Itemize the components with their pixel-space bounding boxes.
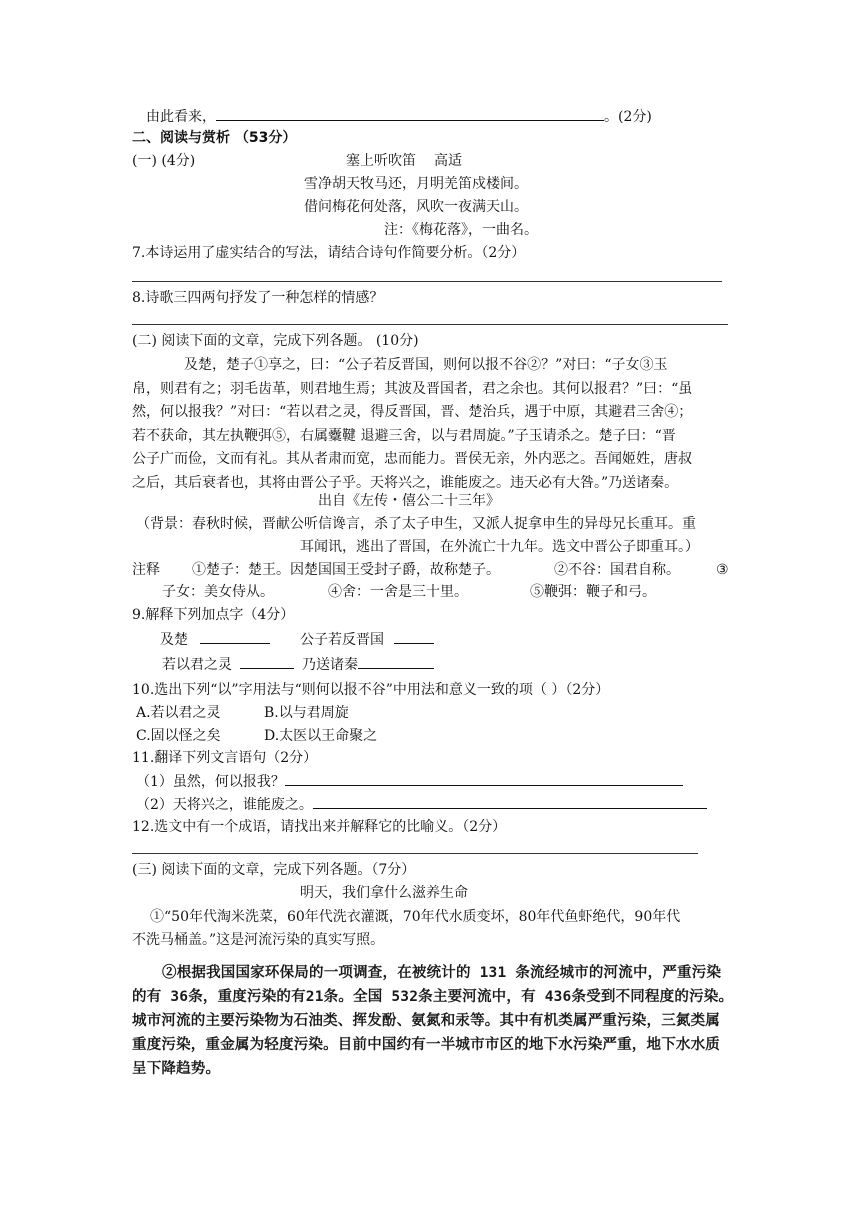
answer-line-q8[interactable] (132, 324, 728, 325)
question-12: 12.选文中有一个成语，请找出来并解释它的比喻义。（2分） (132, 819, 507, 835)
scanned-paragraph-2 (132, 961, 732, 1081)
q9-item: 若以君之灵 (162, 657, 232, 673)
passage-line: 及楚，楚子①享之，曰：“公子若反晋国，则何以报不谷②？”对曰：“子女③玉 (184, 357, 668, 373)
q9-item-4-row (302, 654, 434, 675)
scanned-line: 的有 36条，重度污染的有21条。全国 532条主要河流中，有 436条受到不同程度的污染。 (132, 989, 734, 1005)
answer-blank[interactable] (240, 654, 294, 669)
paragraph-1-line-1: ①“50年代淘米洗菜，60年代洗衣灌溉，70年代水质变坏，80年代鱼虾绝代，90年代 (150, 909, 681, 925)
q9-item-2-row (300, 629, 434, 650)
passage-line: 公子广而俭，文而有礼。其从者肃而宽，忠而能力。晋侯无亲，外内恶之。吾闻姬姓，唐叔 (132, 451, 692, 467)
section-heading: 二、阅读与赏析 （53分） (132, 130, 297, 146)
poem-author: 高适 (434, 153, 462, 169)
q9-item: 公子若反晋国 (300, 632, 384, 648)
article-title: 明天，我们拿什么滋养生命 (300, 885, 468, 901)
background-line-1: （背景：春秋时候，晋献公听信谗言，杀了太子申生，又派人捉拿申生的异母兄长重耳。重 (136, 516, 696, 532)
q10-option-b[interactable]: B.以与君周旋 (264, 705, 349, 721)
answer-blank[interactable] (394, 629, 434, 644)
passage-line: 帛，则君有之；羽毛齿革，则君地生焉；其波及晋国者，君之余也。其何以报君？”曰：“虽 (132, 380, 693, 397)
q9-item-3-row (162, 654, 294, 675)
note-3: 子女：美女侍从。 (162, 584, 274, 600)
answer-blank[interactable] (358, 654, 434, 669)
poem-title: 塞上听吹笛 (346, 153, 416, 169)
answer-blank[interactable] (313, 794, 707, 809)
classical-passage (132, 354, 728, 495)
conclusion-line (146, 106, 652, 127)
answer-blank[interactable] (200, 629, 270, 644)
part1-label: (一) (4分) (132, 153, 196, 169)
q9-item-1-row (160, 629, 270, 650)
q10-option-d[interactable]: D.太医以王命聚之 (264, 728, 378, 744)
part3-label: (三) 阅读下面的文章，完成下列各题。（7分） (132, 862, 416, 878)
question-7: 7.本诗运用了虚实结合的写法，请结合诗句作简要分析。（2分） (132, 245, 526, 261)
note-1: ①楚子：楚王。因楚国国王受封子爵，故称楚子。 (192, 562, 500, 578)
scanned-line: 城市河流的主要污染物为石油类、挥发酚、氨氮和汞等。其中有机类属严重污染，三氮类属 (132, 1013, 720, 1029)
scanned-line: 呈下降趋势。 (132, 1061, 221, 1077)
question-11: 11.翻译下列文言语句（2分） (132, 750, 318, 766)
answer-line-q12[interactable] (132, 853, 698, 854)
background-line-2: 耳闻讯，逃出了晋国，在外流亡十九年。选文中晋公子即重耳。） (300, 539, 699, 555)
poem-note: 注：《梅花落》，一曲名。 (384, 222, 538, 238)
notes-label: 注释 (132, 562, 160, 578)
q11-item-1-row (136, 771, 683, 792)
passage-line: 若不获命，其左执鞭弭⑤，右属櫜鞬 退避三舍，以与君周旋。”子玉请杀之。楚子曰：“晋 (132, 427, 676, 444)
part2-label: (二) 阅读下面的文章，完成下列各题。 (10分) (132, 333, 419, 349)
note-2: ②不谷：国君自称。 (554, 562, 680, 578)
q9-item: 乃送诸秦 (302, 657, 358, 673)
passage-line: 然，何以报我？”对曰：“若以君之灵，得反晋国，晋、楚治兵，遇于中原，其避君三舍④； (132, 404, 693, 420)
q11-item-2-row (136, 794, 707, 815)
paragraph-1-line-2: 不洗马桶盖。”这是河流污染的真实写照。 (132, 932, 385, 948)
question-8: 8.诗歌三四两句抒发了一种怎样的情感？ (132, 290, 384, 306)
scanned-line: 重度污染，重金属为轻度污染。目前中国约有一半城市市区的地下水污染严重，地下水水质 (132, 1037, 720, 1053)
passage-source: 出自《左传・僖公二十三年》 (318, 493, 500, 509)
conclusion-prefix: 由此看来， (146, 109, 216, 125)
poem-line-2: 借问梅花何处落，风吹一夜满天山。 (304, 199, 528, 215)
poem-line-1: 雪净胡天牧马还，月明羌笛戍楼间。 (304, 176, 528, 192)
q9-item: 及楚 (160, 632, 188, 648)
scanned-line: ②根据我国国家环保局的一项调查，在被统计的 131 条流经城市的河流中，严重污染 (162, 965, 722, 981)
q11-item: （1）虽然，何以报我？ (136, 774, 285, 790)
note-4: ④舍：一舍是三十里。 (328, 584, 468, 600)
passage-line: 之后，其后衰者也，其将由晋公子乎。天将兴之，谁能废之。违天必有大咎。”乃送诸秦。 (132, 474, 679, 491)
question-10: 10.选出下列“以”字用法与“则何以报不谷”中用法和意义一致的项（ ）（2分） (132, 682, 610, 698)
note-5: ⑤鞭弭：鞭子和弓。 (530, 584, 656, 600)
answer-blank[interactable] (216, 106, 604, 121)
question-9: 9.解释下列加点字（4分） (132, 607, 295, 623)
conclusion-score: 。(2分) (604, 109, 652, 125)
q10-option-a[interactable]: A.若以君之灵 (136, 705, 221, 721)
q11-item: （2）天将兴之，谁能废之。 (136, 797, 313, 813)
answer-blank[interactable] (285, 771, 683, 786)
q10-option-c[interactable]: C.固以怪之矣 (136, 728, 221, 744)
note-3-number: ③ (716, 562, 729, 578)
answer-line-q7[interactable] (132, 281, 722, 282)
